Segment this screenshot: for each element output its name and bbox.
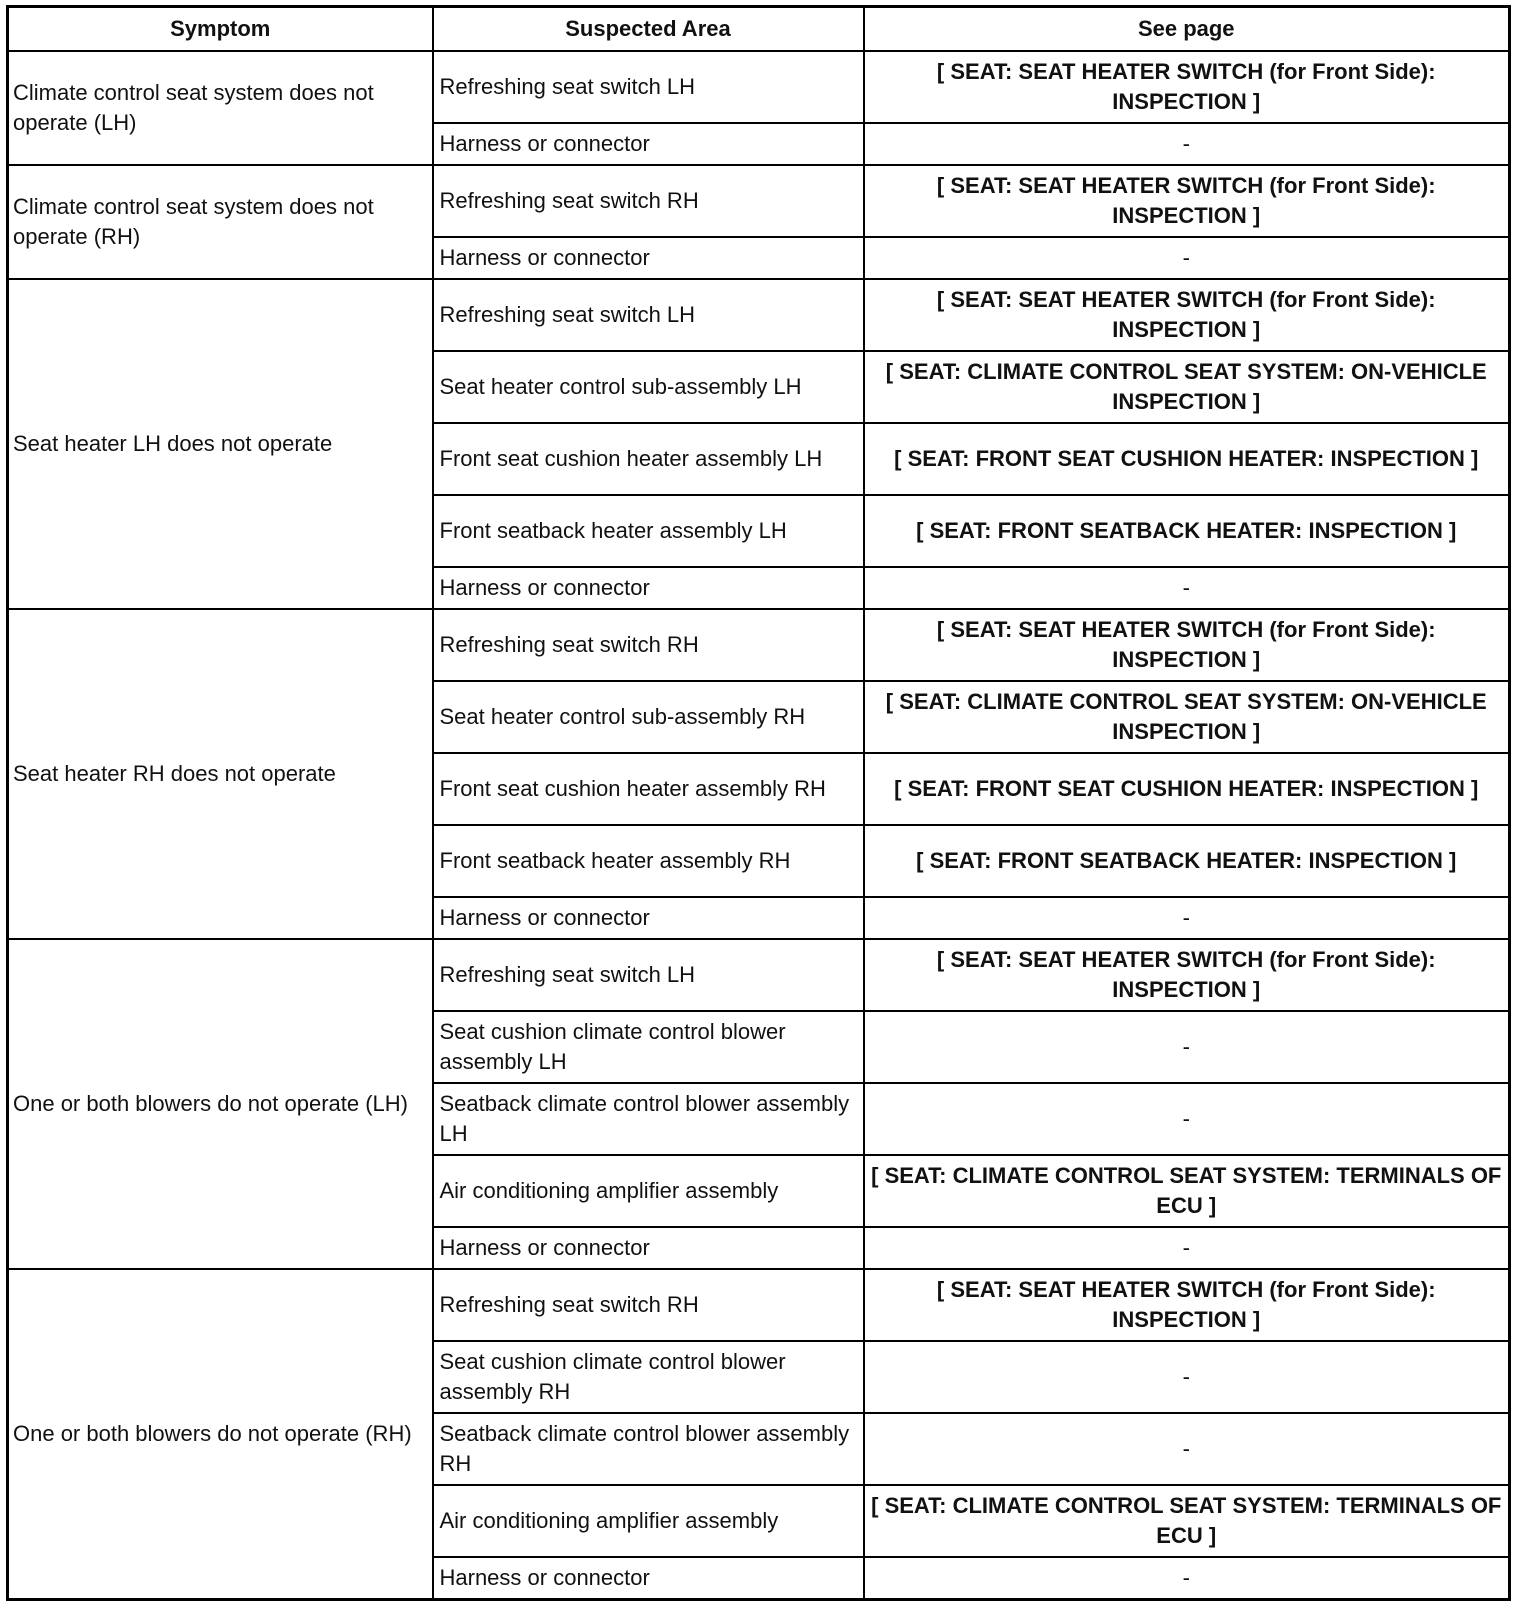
header-symptom: Symptom	[8, 7, 433, 52]
see-page-reference[interactable]: [ SEAT: CLIMATE CONTROL SEAT SYSTEM: TERMINALS OF ECU ]	[864, 1485, 1510, 1557]
see-page-empty: -	[864, 237, 1510, 279]
see-page-reference[interactable]: [ SEAT: FRONT SEAT CUSHION HEATER: INSPECTION ]	[864, 753, 1510, 825]
see-page-reference[interactable]: [ SEAT: CLIMATE CONTROL SEAT SYSTEM: ON-VEHICLE INSPECTION ]	[864, 681, 1510, 753]
suspected-area-cell: Seatback climate control blower assembly RH	[433, 1413, 864, 1485]
suspected-area-cell: Front seat cushion heater assembly RH	[433, 753, 864, 825]
see-page-empty: -	[864, 123, 1510, 165]
see-page-empty: -	[864, 1011, 1510, 1083]
see-page-reference[interactable]: [ SEAT: FRONT SEATBACK HEATER: INSPECTION ]	[864, 495, 1510, 567]
see-page-reference[interactable]: [ SEAT: SEAT HEATER SWITCH (for Front Side): INSPECTION ]	[864, 1269, 1510, 1341]
see-page-empty: -	[864, 1227, 1510, 1269]
suspected-area-cell: Harness or connector	[433, 1227, 864, 1269]
see-page-reference[interactable]: [ SEAT: SEAT HEATER SWITCH (for Front Side): INSPECTION ]	[864, 609, 1510, 681]
symptom-cell: Climate control seat system does not operate (RH)	[8, 165, 433, 279]
see-page-reference[interactable]: [ SEAT: SEAT HEATER SWITCH (for Front Side): INSPECTION ]	[864, 51, 1510, 123]
see-page-empty: -	[864, 897, 1510, 939]
suspected-area-cell: Air conditioning amplifier assembly	[433, 1155, 864, 1227]
suspected-area-cell: Harness or connector	[433, 567, 864, 609]
suspected-area-cell: Seat cushion climate control blower assembly RH	[433, 1341, 864, 1413]
suspected-area-cell: Seat heater control sub-assembly RH	[433, 681, 864, 753]
suspected-area-cell: Harness or connector	[433, 237, 864, 279]
symptom-cell: One or both blowers do not operate (LH)	[8, 939, 433, 1269]
suspected-area-cell: Refreshing seat switch RH	[433, 1269, 864, 1341]
troubleshooting-table	[6, 5, 1511, 1601]
suspected-area-cell: Front seatback heater assembly RH	[433, 825, 864, 897]
table-row	[8, 51, 1510, 123]
table-row	[8, 279, 1510, 351]
suspected-area-cell: Refreshing seat switch LH	[433, 939, 864, 1011]
suspected-area-cell: Front seat cushion heater assembly LH	[433, 423, 864, 495]
table-body	[8, 51, 1510, 1600]
suspected-area-cell: Refreshing seat switch LH	[433, 279, 864, 351]
suspected-area-cell: Seat cushion climate control blower assembly LH	[433, 1011, 864, 1083]
suspected-area-cell: Harness or connector	[433, 123, 864, 165]
suspected-area-cell: Harness or connector	[433, 1557, 864, 1600]
symptom-cell: One or both blowers do not operate (RH)	[8, 1269, 433, 1600]
see-page-empty: -	[864, 1341, 1510, 1413]
suspected-area-cell: Seatback climate control blower assembly LH	[433, 1083, 864, 1155]
suspected-area-cell: Refreshing seat switch RH	[433, 165, 864, 237]
header-row	[8, 7, 1510, 52]
header-suspected-area: Suspected Area	[433, 7, 864, 52]
table-row	[8, 1269, 1510, 1341]
symptom-cell: Climate control seat system does not operate (LH)	[8, 51, 433, 165]
table-row	[8, 609, 1510, 681]
symptom-cell: Seat heater LH does not operate	[8, 279, 433, 609]
suspected-area-cell: Refreshing seat switch LH	[433, 51, 864, 123]
suspected-area-cell: Air conditioning amplifier assembly	[433, 1485, 864, 1557]
suspected-area-cell: Harness or connector	[433, 897, 864, 939]
see-page-reference[interactable]: [ SEAT: FRONT SEAT CUSHION HEATER: INSPECTION ]	[864, 423, 1510, 495]
see-page-empty: -	[864, 1413, 1510, 1485]
header-see-page: See page	[864, 7, 1510, 52]
suspected-area-cell: Front seatback heater assembly LH	[433, 495, 864, 567]
symptom-cell: Seat heater RH does not operate	[8, 609, 433, 939]
see-page-reference[interactable]: [ SEAT: SEAT HEATER SWITCH (for Front Side): INSPECTION ]	[864, 165, 1510, 237]
see-page-reference[interactable]: [ SEAT: SEAT HEATER SWITCH (for Front Side): INSPECTION ]	[864, 279, 1510, 351]
see-page-empty: -	[864, 1557, 1510, 1600]
suspected-area-cell: Seat heater control sub-assembly LH	[433, 351, 864, 423]
see-page-reference[interactable]: [ SEAT: SEAT HEATER SWITCH (for Front Side): INSPECTION ]	[864, 939, 1510, 1011]
see-page-reference[interactable]: [ SEAT: CLIMATE CONTROL SEAT SYSTEM: TERMINALS OF ECU ]	[864, 1155, 1510, 1227]
see-page-reference[interactable]: [ SEAT: CLIMATE CONTROL SEAT SYSTEM: ON-VEHICLE INSPECTION ]	[864, 351, 1510, 423]
see-page-empty: -	[864, 1083, 1510, 1155]
suspected-area-cell: Refreshing seat switch RH	[433, 609, 864, 681]
see-page-reference[interactable]: [ SEAT: FRONT SEATBACK HEATER: INSPECTION ]	[864, 825, 1510, 897]
see-page-empty: -	[864, 567, 1510, 609]
table-row	[8, 165, 1510, 237]
table-row	[8, 939, 1510, 1011]
